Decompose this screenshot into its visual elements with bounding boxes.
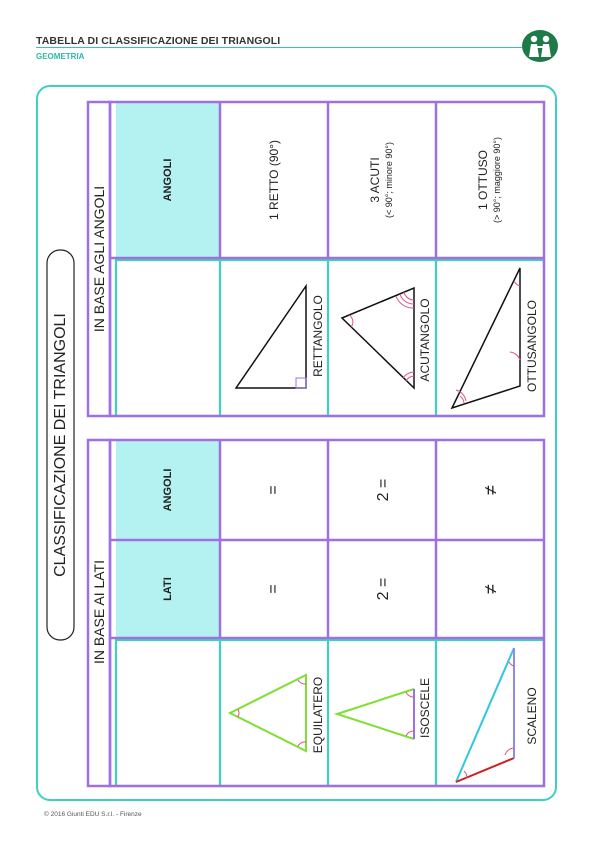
acute-triangle-drawing	[342, 288, 414, 388]
document-title: TABELLA DI CLASSIFICAZIONE DEI TRIANGOLI	[36, 35, 281, 47]
right-triangle-drawing	[236, 286, 306, 388]
scalene-triangle-drawing	[456, 648, 514, 782]
isosceles-triangle-drawing	[337, 689, 414, 739]
copyright-footer: © 2016 Giunti EDU S.r.l. - Firenze	[44, 811, 142, 818]
document-subject: GEOMETRIA	[36, 52, 85, 61]
obtuse-triangle-drawing	[452, 268, 520, 408]
equilateral-triangle-drawing	[230, 675, 306, 751]
